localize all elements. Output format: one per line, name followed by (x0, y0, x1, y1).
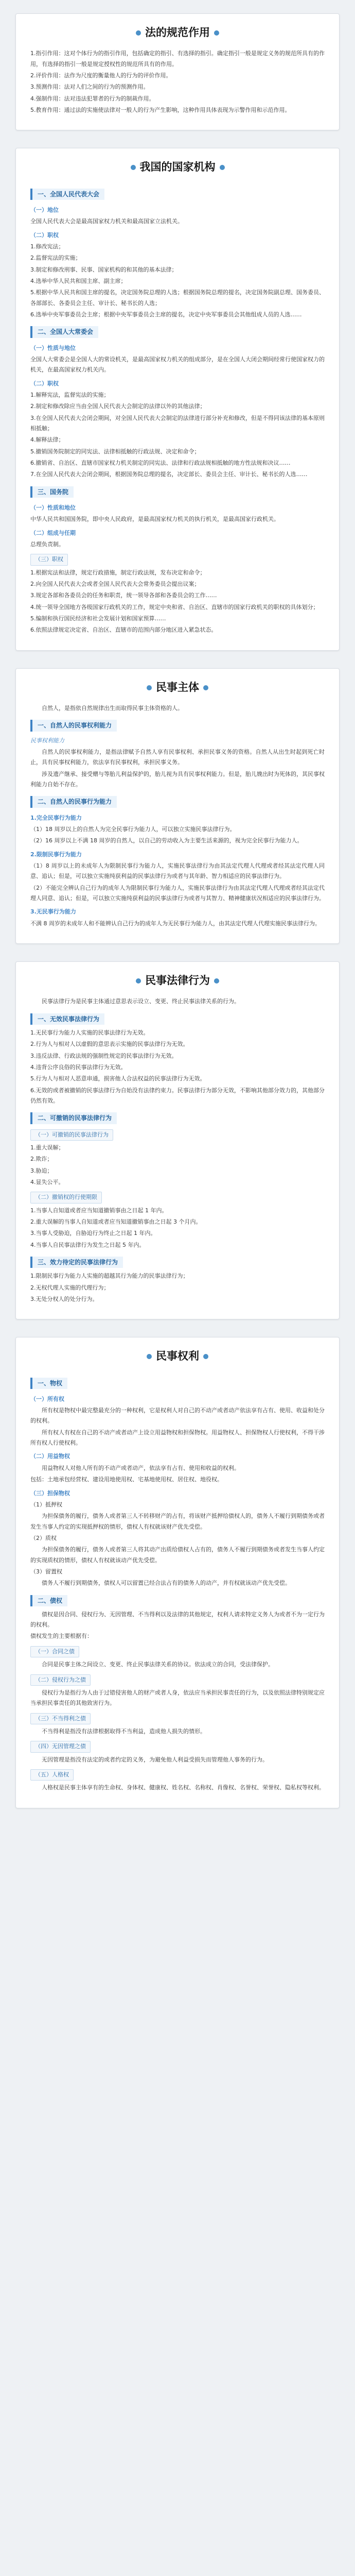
paragraph: 5.教育作用：通过法的实施使法律对一般人的行为产生影响，这种作用具体表现为示警作用和示范作用。 (30, 107, 291, 114)
paragraph: 4.当事人自民事法律行为发生之日起 5 年内。 (30, 1241, 145, 1248)
paragraph: 1.无民事行为能力人实施的民事法律行为无效。 (30, 1029, 149, 1036)
paragraph: 4.违背公序良俗的民事法律行为无效。 (30, 1063, 127, 1071)
dot-icon (203, 1354, 208, 1359)
heading-level-3: （二）用益物权 (30, 1453, 70, 1460)
heading-tag: （一）可撤销的民事法律行为 (30, 1129, 113, 1141)
heading-tag: （三）不当得利之债 (30, 1713, 91, 1724)
paragraph: 4.选举中华人民共和国主席、副主席； (30, 278, 127, 285)
paragraph: 总理负责制。 (30, 541, 64, 548)
paragraph: 所有权是物权中最完整最充分的一种权利，它是权利人对自己的不动产或者动产依法享有占有、使用、收益和处分的权利。 (30, 1407, 325, 1425)
paragraph: 1.解释宪法，监督宪法的实施； (30, 392, 110, 399)
heading-level-2: 二、债权 (30, 1595, 67, 1606)
paragraph: 人格权是民事主体享有的生命权、身体权、健康权、姓名权、名称权、肖像权、名誉权、荣誉权、隐私权等权利。 (42, 1784, 325, 1791)
paragraph: 全国人民代表大会是最高国家权力机关和最高国家立法机关。 (30, 218, 183, 225)
paragraph: 所有权人有权在自己的不动产或者动产上设立用益物权和担保物权。用益物权人、担保物权人行使权利，不得干涉所有权人行使权利。 (30, 1429, 325, 1447)
dot-icon (214, 30, 219, 36)
heading-level-2: 一、物权 (30, 1378, 67, 1389)
paragraph: 4.显失公平。 (30, 1178, 64, 1185)
paragraph: 3.违反法律、行政法规的强制性规定的民事法律行为无效。 (30, 1052, 177, 1059)
section-title (30, 160, 325, 175)
section-title (30, 25, 325, 40)
subheading: 民事权利能力 (30, 737, 64, 744)
paragraph: 3.当事人受胁迫，自胁迫行为终止之日起 1 年内。 (30, 1230, 156, 1237)
paragraph: 1.重大误解； (30, 1144, 64, 1151)
heading-level-3: 2.限制民事行为能力 (30, 851, 82, 858)
paragraph: 为担保债务的履行，债务人或者第三人将其动产出质给债权人占有的，债务人不履行到期债务或者发生当事人约定的实现质权的情形，债权人有权就该动产优先受偿。 (30, 1546, 325, 1564)
paragraph: 为担保债务的履行，债务人或者第三人不转移财产的占有，将该财产抵押给债权人的，债务人不履行到期债务或者发生当事人约定的实现抵押权的情形，债权人有权就该财产优先受偿。 (30, 1513, 325, 1530)
section-card (15, 1337, 340, 1808)
paragraph: （2）16 周岁以上不满 18 周岁的自然人，以自己的劳动收入为主要生活来源的，视为完全民事行为能力人。 (30, 837, 303, 844)
heading-level-2: 一、全国人民代表大会 (30, 189, 104, 200)
paragraph: 债务人不履行到期债务，债权人可以留置已经合法占有的债务人的动产，并有权就该动产优先受偿。 (42, 1580, 291, 1587)
paragraph: 3.预测作用：法对人们之间的行为的预测作用。 (30, 83, 149, 91)
heading-level-2: 一、无效民事法律行为 (30, 1013, 104, 1025)
paragraph: 1.当事人自知道或者应当知道撤销事由之日起 1 年内。 (30, 1207, 168, 1214)
paragraph: 2.监督宪法的实施； (30, 255, 81, 262)
paragraph: 全国人大常委会是全国人大的常设机关，是最高国家权力机关的组成部分，是在全国人大闭会期间经常行使国家权力的机关，在最高国家权力机关内。 (30, 356, 325, 374)
heading-level-2: 一、自然人的民事权利能力 (30, 720, 117, 731)
heading-tag: （三）职权 (30, 554, 68, 565)
paragraph: 1.指引作用：这对个体行为的指引作用，包括确定的指引、有选择的指引。确定指引一般是规定义务的规范所具有的作用，有选择的指引一般是规定授权性的规范所具有的作用。 (30, 50, 325, 67)
paragraph: 5.撤销国务院制定的同宪法、法律相抵触的行政法规、决定和命令； (30, 448, 200, 455)
heading-tag: （五）人格权 (30, 1769, 74, 1781)
paragraph: 2.制定和修改除应当由全国人民代表大会制定的法律以外的其他法律； (30, 403, 206, 410)
paragraph: （1）8 周岁以上的未成年人为限制民事行为能力人，实施民事法律行为由其法定代理人代理或者经其法定代理人同意、追认；但是，可以独立实施纯获利益的民事法律行为或者与其年龄、智力相适应的民事法律行为。 (30, 862, 325, 880)
heading-tag: （二）侵权行为之债 (30, 1674, 91, 1686)
paragraph: （1）18 周岁以上的自然人为完全民事行为能力人，可以独立实施民事法律行为。 (30, 825, 236, 833)
paragraph: 6.撤销省、自治区、直辖市国家权力机关制定的同宪法、法律和行政法规相抵触的地方性法规和决议…… (30, 460, 291, 467)
heading-level-2: 二、自然人的民事行为能力 (30, 796, 117, 807)
section-title-text: 民事权利 (156, 1350, 199, 1363)
paragraph: 2.向全国人民代表大会或者全国人民代表大会常务委员会提出议案； (30, 581, 200, 588)
paragraph: 债权发生的主要根据有： (30, 1633, 93, 1640)
paragraph: 用益物权人对他人所有的不动产或者动产，依法享有占有、使用和收益的权利。 (42, 1464, 240, 1471)
section-card (15, 13, 340, 130)
paragraph: 3.无处分权人的处分行为。 (30, 1295, 98, 1302)
paragraph: 2.评价作用：法作为尺度的衡量他人的行为的评价作用。 (30, 72, 172, 79)
section-title-text: 我国的国家机构 (139, 161, 216, 174)
paragraph: 3.胁迫； (30, 1167, 53, 1174)
paragraph: 包括：土地承包经营权、建设用地使用权、宅基地使用权、居住权、地役权。 (30, 1476, 223, 1483)
dot-icon (214, 978, 219, 984)
heading-level-2: 二、全国人大常委会 (30, 326, 98, 337)
paragraph: （2）不能完全辨认自己行为的成年人为限制民事行为能力人，实施民事法律行为由其法定代理人代理或者经其法定代理人同意、追认；但是，可以独立实施纯获利益的民事法律行为或者与其智力、精神健康状况相适应的民事法律行为。 (30, 884, 325, 902)
heading-level-3: （二）组成与任期 (30, 529, 76, 536)
paragraph: 6.无效的或者被撤销的民事法律行为自始没有法律约束力。民事法律行为部分无效，不影响其他部分效力的，其他部分仍然有效。 (30, 1087, 325, 1104)
paragraph: 1.限制民事行为能力人实施的超越其行为能力的民事法律行为； (30, 1273, 189, 1280)
paragraph: 2.欺诈； (30, 1156, 53, 1163)
section-title-text: 法的规范作用 (145, 26, 210, 39)
section-card (15, 148, 340, 650)
heading-level-3: （二）职权 (30, 380, 59, 387)
paragraph: 5.编制和执行国民经济和社会发展计划和国家预算…… (30, 615, 166, 622)
paragraph: 不当得利是指没有法律根据取得不当利益，造成他人损失的情形。 (42, 1727, 206, 1735)
paragraph: 自然人的民事权利能力，是指法律赋予自然人享有民事权利、承担民事义务的资格。自然人从出生时起到死亡时止，具有民事权利能力，依法享有民事权利，承担民事义务。 (30, 749, 325, 766)
paragraph: 2.重大误解的当事人自知道或者应当知道撤销事由之日起 3 个月内。 (30, 1218, 202, 1225)
dot-icon (136, 978, 141, 984)
paragraph: 无因管理是指没有法定的或者约定的义务，为避免他人利益受损失而管理他人事务的行为。 (42, 1756, 268, 1763)
heading-level-2: 二、可撤销的民事法律行为 (30, 1112, 117, 1124)
section-title (30, 680, 325, 695)
paragraph: 4.解释法律； (30, 436, 64, 444)
paragraph: 4.统一领导全国地方各级国家行政机关的工作，规定中央和省、自治区、直辖市的国家行政机关的职权的具体划分； (30, 603, 319, 611)
paragraph: 涉及遗产继承、接受赠与等胎儿利益保护的，胎儿视为具有民事权利能力。但是，胎儿娩出时为死体的，其民事权利能力自始不存在。 (30, 770, 325, 788)
section-card (15, 668, 340, 944)
paragraph: 侵权行为是指行为人由于过错侵害他人的财产或者人身，依法应当承担民事责任的行为，以及依照法律特别规定应当承担民事责任的其他致害行为。 (30, 1689, 325, 1707)
section-card (15, 961, 340, 1319)
paragraph: 3.在全国人民代表大会闭会期间，对全国人民代表大会制定的法律进行部分补充和修改，但是不得同该法律的基本原则相抵触； (30, 414, 325, 432)
dot-icon (147, 685, 152, 690)
heading-level-2: 三、国务院 (30, 486, 74, 498)
section-title (30, 973, 325, 988)
paragraph: 2.无权代理人实施的代理行为； (30, 1284, 110, 1291)
paragraph: 债权是因合同、侵权行为、无因管理、不当得利以及法律的其他规定，权利人请求特定义务人为或者不为一定行为的权利。 (30, 1611, 325, 1629)
paragraph: 7.在全国人民代表大会闭会期间，根据国务院总理的提名，决定部长、委员会主任、审计长、秘书长的人选…… (30, 471, 308, 478)
paragraph: 2.行为人与相对人以虚假的意思表示实施的民事法律行为无效。 (30, 1041, 189, 1048)
paragraph: 自然人，是指依自然规律出生而取得民事主体资格的人。 (42, 705, 183, 712)
section-title-text: 民事主体 (156, 681, 199, 693)
paragraph: 1.修改宪法； (30, 243, 64, 250)
dot-icon (147, 1354, 152, 1359)
heading-level-3: （三）担保物权 (30, 1489, 70, 1497)
paragraph: 民事法律行为是民事主体通过意思表示设立、变更、终止民事法律关系的行为。 (42, 998, 240, 1005)
paragraph: 5.根据中华人民共和国主席的提名，决定国务院总理的人选；根据国务院总理的提名，决定国务院副总理、国务委员、各部部长、各委员会主任、审计长、秘书长的人选； (30, 289, 325, 307)
paragraph: （3）留置权 (30, 1568, 62, 1575)
paragraph: 5.行为人与相对人恶意串通，损害他人合法权益的民事法律行为无效。 (30, 1075, 206, 1082)
paragraph: 6.依照法律规定决定省、自治区、直辖市的范围内部分地区进入紧急状态。 (30, 626, 217, 634)
paragraph: 3.规定各部和各委员会的任务和职责，统一领导各部和各委员会的工作…… (30, 592, 217, 599)
heading-tag: （四）无因管理之债 (30, 1741, 91, 1752)
dot-icon (220, 165, 225, 170)
heading-level-3: 3.无民事行为能力 (30, 908, 76, 916)
dot-icon (131, 165, 136, 170)
heading-level-3: （一）所有权 (30, 1395, 64, 1402)
section-title-text: 民事法律行为 (145, 974, 210, 987)
heading-level-3: （一）性质与地位 (30, 344, 76, 351)
paragraph: 6.选举中央军事委员会主席；根据中央军事委员会主席的提名，决定中央军事委员会其他组成人员的人选…… (30, 311, 302, 318)
paragraph: （1）抵押权 (30, 1501, 62, 1508)
paragraph: 4.强制作用：法对违法犯罪者的行为的制裁作用。 (30, 95, 155, 102)
heading-level-3: （一）地位 (30, 207, 59, 214)
section-title (30, 1349, 325, 1364)
heading-tag: （一）合同之债 (30, 1646, 79, 1657)
paragraph: （2）质权 (30, 1534, 57, 1541)
heading-level-3: 1.完全民事行为能力 (30, 814, 82, 821)
heading-tag: （二）撤销权的行使期限 (30, 1192, 102, 1203)
heading-level-2: 三、效力待定的民事法律行为 (30, 1257, 123, 1268)
paragraph: 1.根据宪法和法律，规定行政措施，制定行政法规，发布决定和命令； (30, 569, 206, 576)
paragraph: 不满 8 周岁的未成年人和不能辨认自己行为的成年人为无民事行为能力人，由其法定代理人代理实施民事法律行为。 (30, 920, 321, 927)
dot-icon (136, 30, 141, 36)
paragraph: 3.制定和修改刑事、民事、国家机构的和其他的基本法律； (30, 266, 177, 273)
heading-level-3: （一）性质和地位 (30, 504, 76, 511)
paragraph: 合同是民事主体之间设立、变更、终止民事法律关系的协议。依法成立的合同，受法律保护。 (42, 1661, 274, 1668)
paragraph: 中华人民共和国国务院，即中央人民政府，是最高国家权力机关的执行机关，是最高国家行政机关。 (30, 516, 279, 523)
heading-level-3: （二）职权 (30, 231, 59, 239)
dot-icon (203, 685, 208, 690)
